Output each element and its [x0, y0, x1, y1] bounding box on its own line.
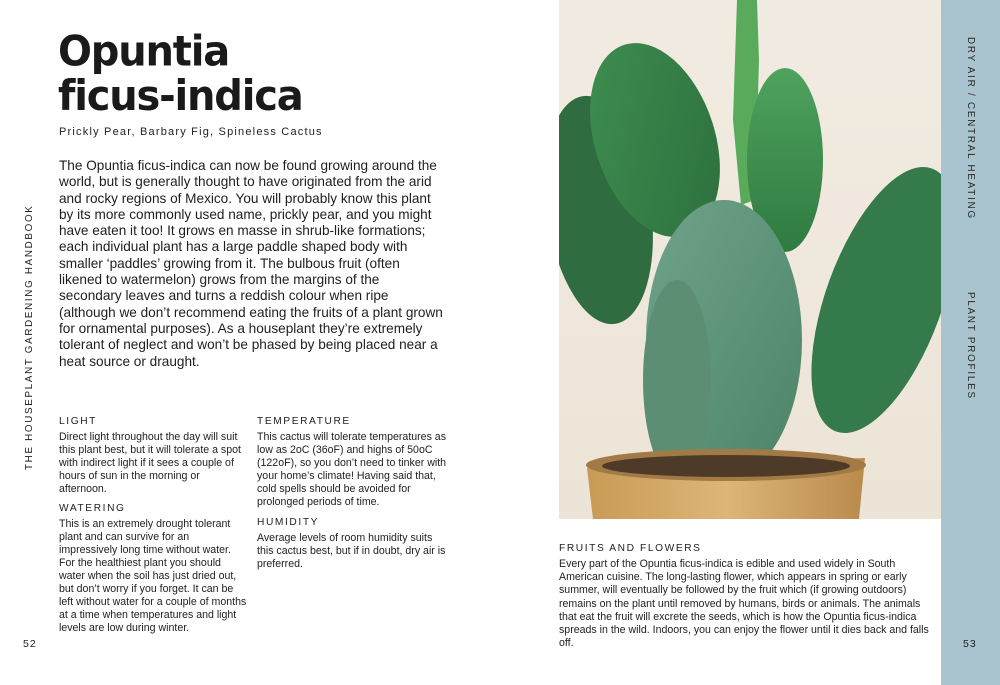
title-line-1: Opuntia: [58, 27, 230, 76]
intro-paragraph: The Opuntia ficus-indica can now be found growing around the world, but is generally thought to have originated from the arid and rocky regions of Mexico. You will probably know this plant by its more commonly used name, prickly pear, and you might have eaten it too! It grows en masse in shrub-like formations; each individual plant has a large paddle shaped body with smaller ‘paddles’ growing from it. The bulbous fruit (often likened to watermelon) grows from the margins of the secondary leaves and turns a reddish colour when ripe (although we don’t recommend eating the fruits of a plant grown for ornamental purposes). As a houseplant they’re extremely tolerant of neglect and won’t be phased by being placed near a heat source or draught.: [59, 158, 443, 369]
page-title: [58, 27, 303, 121]
light-section: [59, 416, 249, 496]
cactus-illustration-icon: [559, 0, 941, 519]
fruits-heading: FRUITS AND FLOWERS: [559, 543, 702, 554]
humidity-body: Average levels of room humidity suits this cactus best, but if in doubt, dry air is preferred.: [257, 532, 446, 570]
watering-section: [59, 503, 249, 635]
care-column-left: [59, 416, 249, 642]
temperature-heading: TEMPERATURE: [257, 416, 351, 427]
watering-body: This is an extremely drought tolerant plant and can survive for an impressively long time without water. For the healthiest plant you should water when the soil has just dried out, but don’t worry if you forget. It can be left without water for a couple of months at a time when temperatures and light levels are low during winter.: [59, 518, 247, 634]
cactus-photo: [559, 0, 941, 519]
watering-heading: WATERING: [59, 503, 126, 514]
common-names: Prickly Pear, Barbary Fig, Spineless Cactus: [59, 126, 323, 138]
light-heading: LIGHT: [59, 416, 98, 427]
temperature-body: This cactus will tolerate temperatures as low as 2oC (36oF) and highs of 50oC (122oF), so you don’t need to tinker with your home’s climate! Having said that, cold spells should be avoided for prolonged periods of time.: [257, 431, 447, 508]
fruits-body: Every part of the Opuntia ficus-indica is edible and used widely in South American cuisine. The long-lasting flower, which appears in spring or early summer, will eventually be followed by the fruit which (if growing outdoors) remains on the plant until removed by humans, birds or animals. The animals that eat the fruit will excrete the seeds, which is how the Opuntia ficus-indica spreads in the wild. Indoors, you can enjoy the flower until it dies back and falls off.: [559, 558, 929, 650]
book-title-spine: THE HOUSEPLANT GARDENING HANDBOOK: [24, 204, 35, 470]
humidity-section: [257, 517, 447, 571]
chapter-sidebar: [941, 0, 1000, 685]
humidity-heading: HUMIDITY: [257, 517, 320, 528]
fruits-and-flowers-section: [559, 543, 929, 650]
light-body: Direct light throughout the day will suit this plant best, but it will tolerate a spot with indirect light if it sees a couple of hours of sun in the morning or afternoon.: [59, 431, 241, 495]
sidebar-label-dry-air: DRY AIR / CENTRAL HEATING: [965, 37, 976, 220]
temperature-section: [257, 416, 447, 509]
right-page: [559, 0, 1000, 685]
sidebar-label-plant-profiles: PLANT PROFILES: [965, 292, 976, 400]
title-line-2: ficus-indica: [58, 72, 303, 121]
page-number-right: 53: [963, 638, 977, 650]
care-column-right: [257, 416, 447, 578]
page-number-left: 52: [23, 638, 37, 650]
